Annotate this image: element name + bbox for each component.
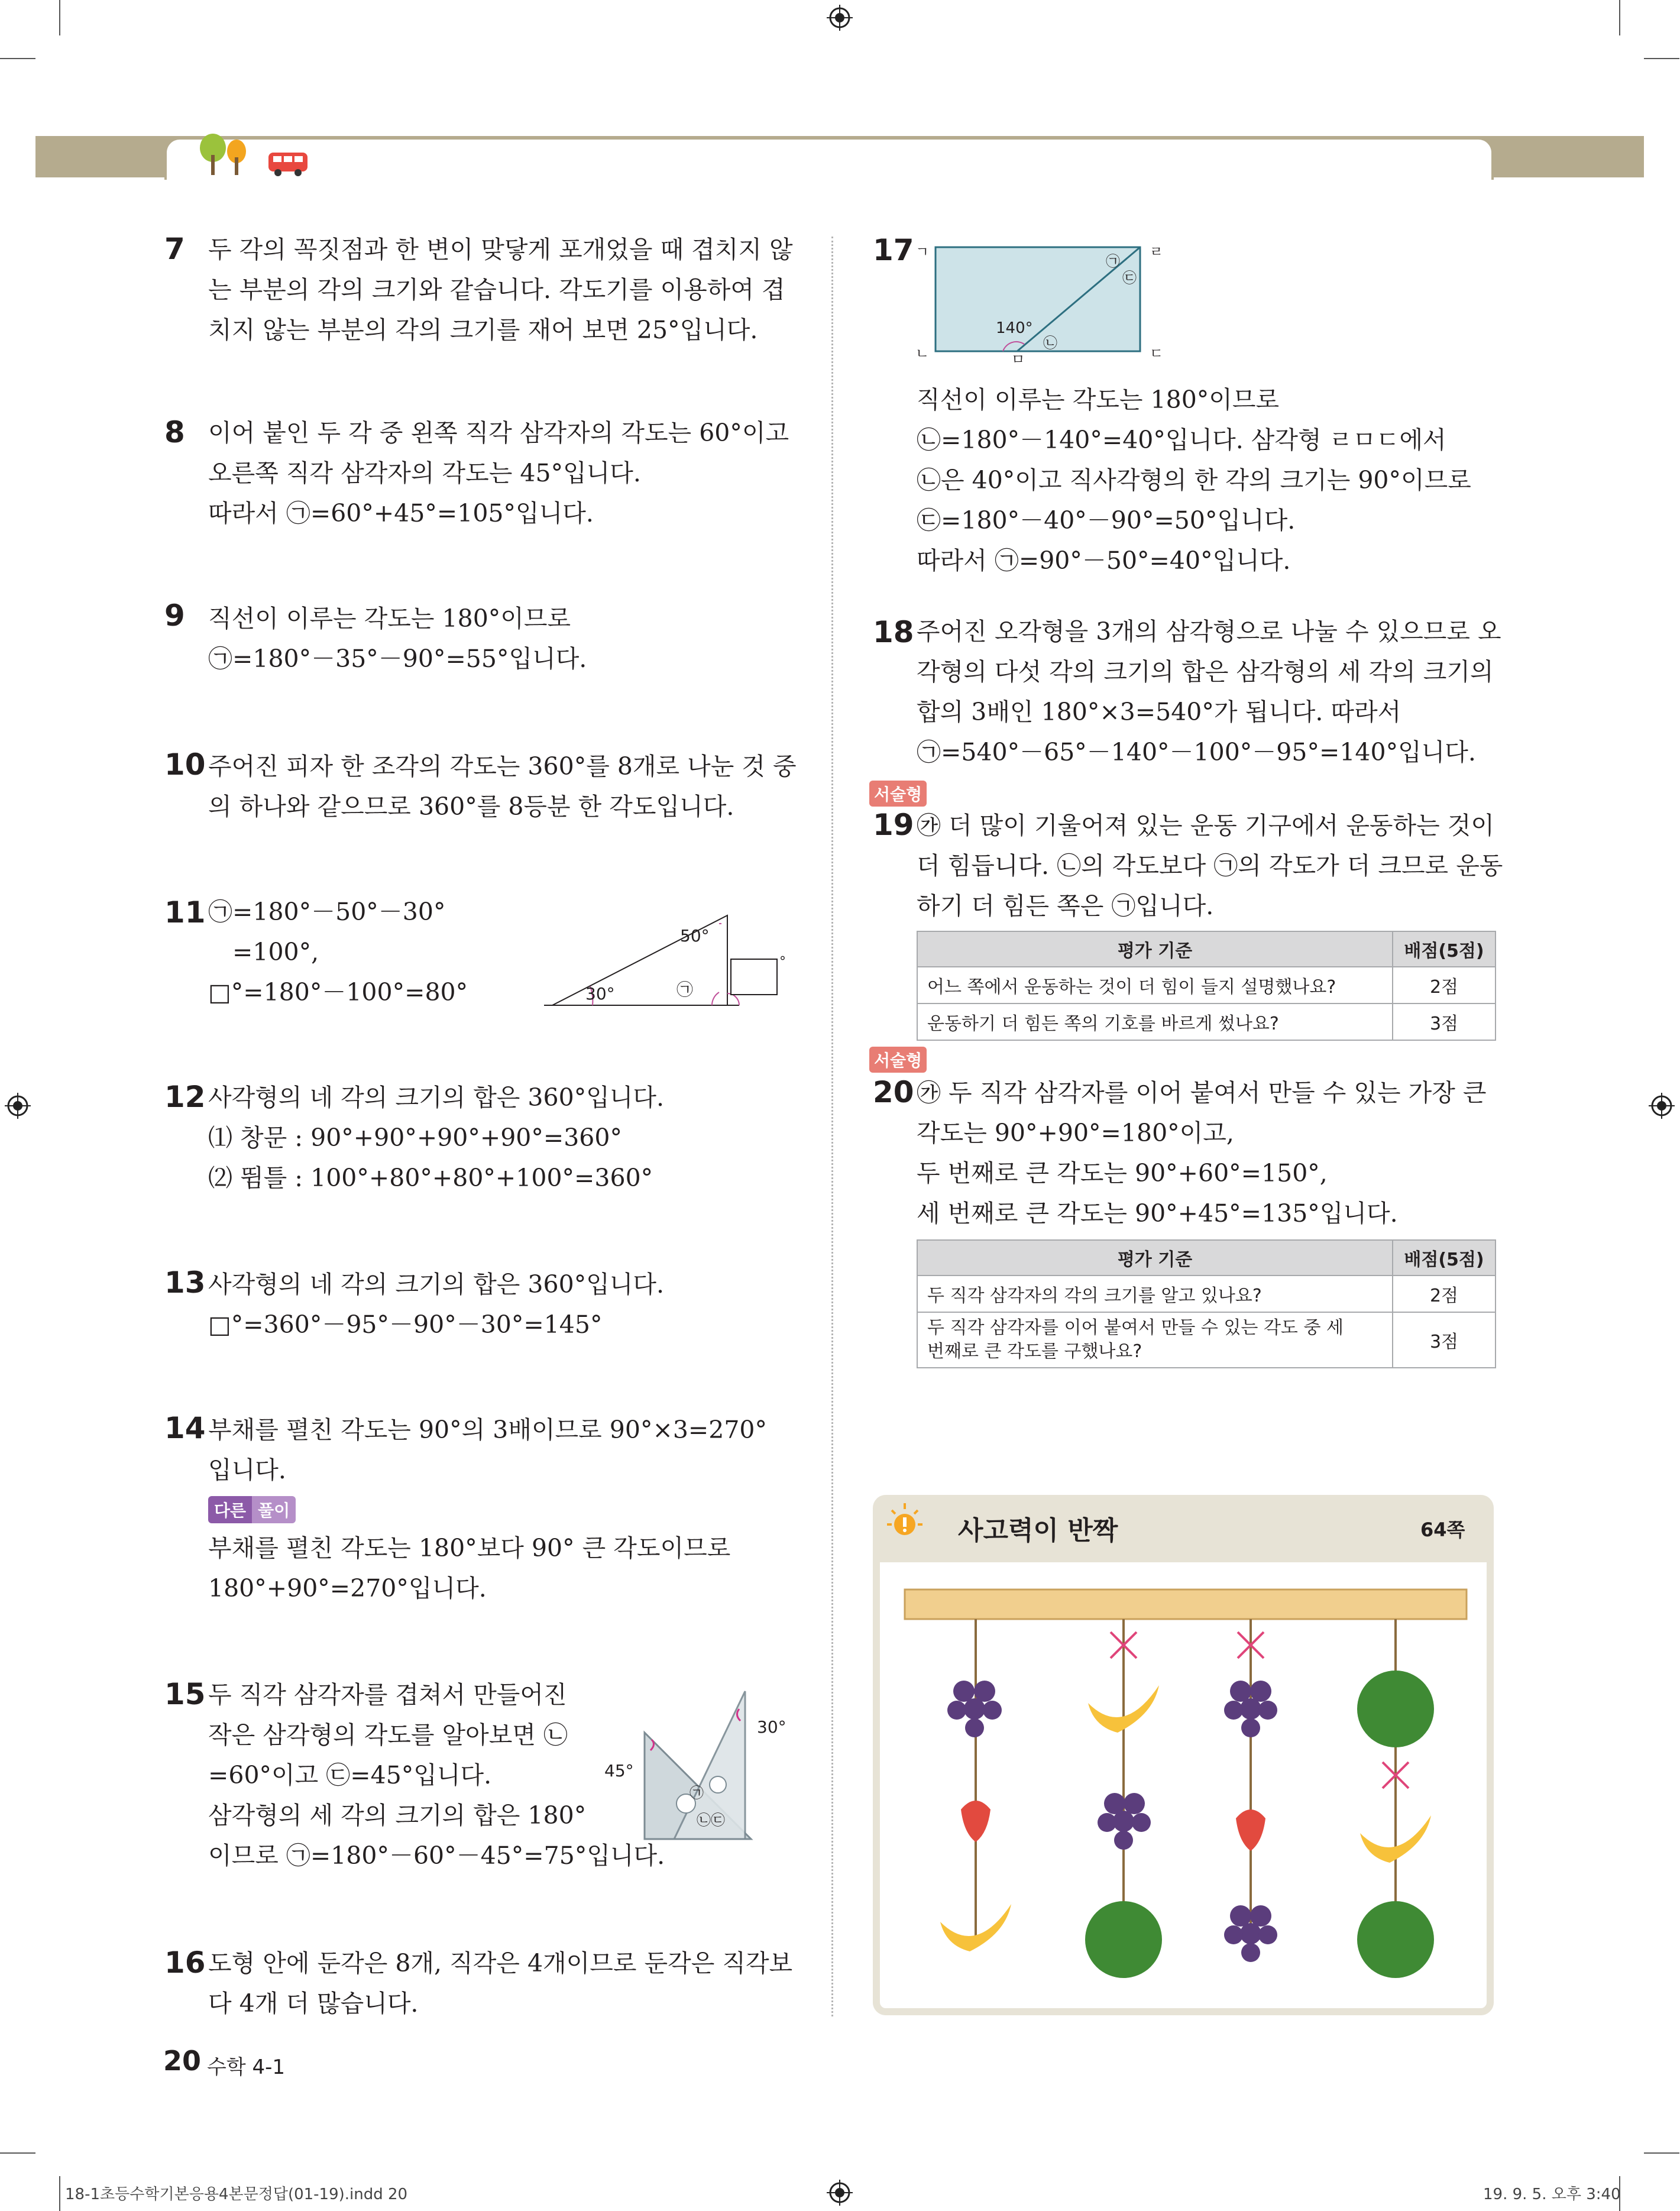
- problem-number: 10: [164, 747, 206, 782]
- registration-mark-icon: [827, 5, 853, 31]
- essay-tag: 서술형: [869, 781, 927, 807]
- problem-text: 직선이 이루는 각도는 180°이므로 ㉠=180°－35°－90°=55°입니다.: [208, 604, 587, 673]
- problem-text: 도형 안에 둔각은 8개, 직각은 4개이므로 둔각은 직각보 다 4개 더 많습니다.: [208, 1949, 793, 2018]
- problem-number: 13: [164, 1265, 206, 1300]
- alt-solution-tag: [208, 1496, 296, 1523]
- angle-label: °: [779, 954, 786, 969]
- registration-mark-icon: [5, 1093, 31, 1119]
- crop-mark: [0, 2152, 35, 2154]
- problem-number: 11: [164, 895, 206, 930]
- criteria-cell: 운동하기 더 힘든 쪽의 기호를 바르게 썼나요?: [917, 1003, 1393, 1040]
- angle-label: ㉠: [676, 980, 694, 999]
- alt-tag-b: 풀이: [252, 1496, 296, 1523]
- rectangle-figure: [917, 239, 1165, 363]
- angle-label: ㉡: [697, 1812, 711, 1828]
- angle-label: 50°: [680, 926, 710, 946]
- crop-mark: [59, 0, 60, 35]
- criteria-points: 3점: [1393, 1003, 1496, 1040]
- print-date: 19. 9. 5. 오후 3:40: [1483, 2186, 1621, 2203]
- hint-box-title: 사고력이 반짝: [958, 1516, 1118, 1546]
- alt-solution-text: 부채를 펼친 각도는 180°보다 90° 큰 각도이므로 180°+90°=270°입니다.: [208, 1534, 731, 1603]
- angle-label: ㉢: [1122, 270, 1137, 286]
- problem-number: 18: [873, 615, 914, 649]
- page-number: 20: [163, 2045, 202, 2077]
- problem-text: 부채를 펼친 각도는 90°의 3배이므로 90°×3=270° 입니다.: [208, 1416, 768, 1484]
- vertex-label: ㄴ: [915, 345, 930, 362]
- criteria-header: 평가 기준: [917, 931, 1393, 967]
- problem-number: 8: [164, 415, 185, 449]
- vertex-label: ㅁ: [1011, 351, 1025, 368]
- angle-label: ㉠: [1106, 253, 1120, 270]
- angle-label: ㉡: [1043, 335, 1057, 351]
- angle-label: ㉠: [690, 1785, 704, 1801]
- problem-number: 17: [873, 233, 914, 267]
- problem-number: 7: [164, 232, 185, 266]
- vertex-label: ㄹ: [1150, 244, 1164, 260]
- problem-number: 20: [873, 1075, 914, 1109]
- essay-tag: 서술형: [869, 1047, 927, 1073]
- header-tab: [164, 137, 1494, 180]
- criteria-points: 2점: [1393, 1276, 1496, 1312]
- criteria-points: 3점: [1393, 1312, 1496, 1368]
- registration-mark-icon: [827, 2180, 853, 2206]
- problem-text: 두 직각 삼각자를 겹쳐서 만들어진 작은 삼각형의 각도를 알아보면 ㉡ =60°이고 ㉢=45°입니다. 삼각형의 세 각의 크기의 합은 180° 이므로 ㉠=180°－60°－45°=75°입니다.: [208, 1681, 665, 1870]
- alt-tag-a: 다른: [208, 1496, 252, 1523]
- problem-text: 이어 붙인 두 각 중 왼쪽 직각 삼각자의 각도는 60°이고 오른쪽 직각 삼각자의 각도는 45°입니다. 따라서 ㉠=60°+45°=105°입니다.: [208, 419, 789, 527]
- criteria-table: [917, 1239, 1496, 1368]
- fruit-mobile-illustration: [887, 1573, 1484, 2005]
- problem-number: 14: [164, 1411, 206, 1445]
- lightbulb-icon: [881, 1500, 928, 1547]
- vertex-label: ㄱ: [915, 244, 930, 260]
- registration-mark-icon: [1649, 1093, 1675, 1119]
- problem-text: 사각형의 네 각의 크기의 합은 360°입니다. ⑴ 창문 : 90°+90°+90°+90°=360° ⑵ 뜀틀 : 100°+80°+80°+100°=360°: [208, 1083, 665, 1192]
- crop-mark: [1644, 2152, 1679, 2154]
- crop-mark: [1644, 58, 1679, 59]
- angle-label: 140°: [996, 319, 1033, 337]
- criteria-table: [917, 931, 1496, 1041]
- problem-number: 19: [873, 808, 914, 842]
- triangle-figure: [544, 911, 792, 1017]
- problem-number: 12: [164, 1080, 206, 1114]
- criteria-cell: 두 직각 삼각자를 이어 붙여서 만들 수 있는 각도 중 세 번째로 큰 각도를 구했나요?: [917, 1312, 1393, 1368]
- bus-icon: [267, 150, 309, 177]
- crop-mark: [59, 2176, 60, 2211]
- crop-mark: [1619, 0, 1620, 35]
- problem-text: 주어진 피자 한 조각의 각도는 360°를 8개로 나눈 것 중 의 하나와 같으므로 360°를 8등분 한 각도입니다.: [208, 752, 797, 821]
- criteria-cell: 어느 쪽에서 운동하는 것이 더 힘이 들지 설명했나요?: [917, 967, 1393, 1003]
- problem-number: 15: [164, 1677, 206, 1711]
- crop-mark: [0, 58, 35, 59]
- column-divider: [831, 237, 833, 2016]
- vertex-label: ㄷ: [1150, 345, 1164, 362]
- angle-label: ㉢: [711, 1812, 725, 1828]
- problem-text: 사각형의 네 각의 크기의 합은 360°입니다. □°=360°－95°－90°－30°=145°: [208, 1270, 665, 1339]
- page-subject: 수학 4-1: [207, 2055, 286, 2079]
- angle-label: 45°: [604, 1761, 634, 1781]
- problem-text: ㉠=180°－50°－30° =100°, □°=180°－100°=80°: [208, 898, 468, 1006]
- angle-label: 30°: [585, 984, 615, 1003]
- problem-text: ㉮ 더 많이 기울어져 있는 운동 기구에서 운동하는 것이 더 힘듭니다. ㉡의 각도보다 ㉠의 각도가 더 크므로 운동 하기 더 힘든 쪽은 ㉠입니다.: [917, 811, 1503, 920]
- criteria-cell: 두 직각 삼각자의 각의 크기를 알고 있나요?: [917, 1276, 1393, 1312]
- problem-text: 주어진 오각형을 3개의 삼각형으로 나눌 수 있으므로 오 각형의 다섯 각의 크기의 합은 삼각형의 세 각의 크기의 합의 3배인 180°×3=540°가 됩니다. 따라서 ㉠=540°－65°－140°－100°－95°=140°입니다.: [917, 617, 1501, 766]
- problem-number: 16: [164, 1945, 206, 1980]
- problem-text: ㉮ 두 직각 삼각자를 이어 붙여서 만들 수 있는 가장 큰 각도는 90°+90°=180°이고, 두 번째로 큰 각도는 90°+60°=150°, 세 번째로 큰 각도는 90°+45°=135°입니다.: [917, 1079, 1487, 1228]
- criteria-header: 배점(5점): [1393, 931, 1496, 967]
- criteria-header: 배점(5점): [1393, 1240, 1496, 1276]
- problem-text: 두 각의 꼭짓점과 한 변이 맞닿게 포개었을 때 겹치지 않 는 부분의 각의 크기와 같습니다. 각도기를 이용하여 겹 치지 않는 부분의 각의 크기를 재어 보면 25°입니다.: [208, 235, 793, 344]
- print-file-name: 18-1초등수학기본응용4본문정답(01-19).indd 20: [65, 2186, 408, 2203]
- criteria-points: 2점: [1393, 967, 1496, 1003]
- hint-box-page: 64쪽: [1420, 1519, 1465, 1541]
- criteria-header: 평가 기준: [917, 1240, 1393, 1276]
- angle-label: 30°: [757, 1717, 786, 1737]
- problem-number: 9: [164, 598, 185, 633]
- problem-text: 직선이 이루는 각도는 180°이므로 ㉡=180°－140°=40°입니다. 삼각형 ㄹㅁㄷ에서 ㉡은 40°이고 직사각형의 한 각의 크기는 90°이므로 ㉢=180°－40°－90°=50°입니다. 따라서 ㉠=90°－50°=40°입니다.: [917, 386, 1471, 575]
